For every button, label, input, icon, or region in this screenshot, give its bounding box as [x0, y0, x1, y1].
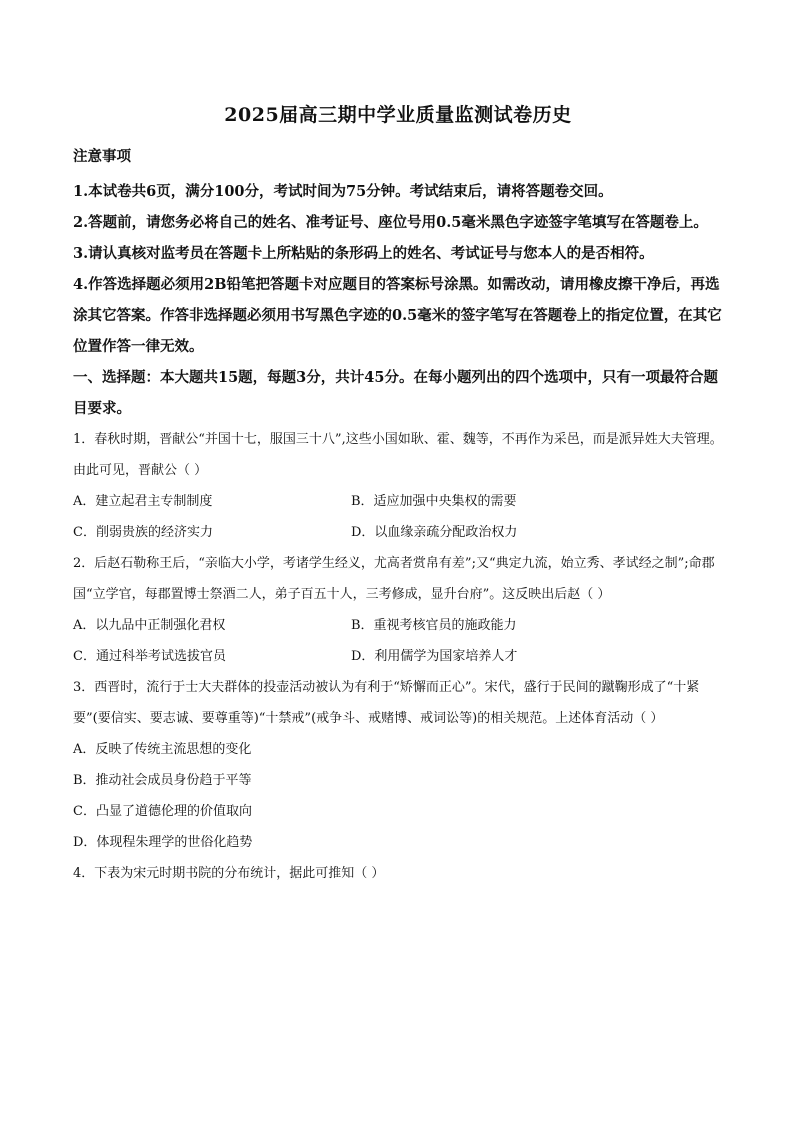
notice-item-1: 1.本试卷共6页，满分100分，考试时间为75分钟。考试结束后，请将答题卷交回。 — [73, 183, 613, 200]
notice-heading: 注意事项 — [73, 148, 131, 165]
question-2-option-a: A．以九品中正制强化君权 — [73, 618, 226, 633]
notice-item-2: 2.答题前，请您务必将自己的姓名、准考证号、座位号用0.5毫米黑色字迹签字笔填写在答题卷上。 — [73, 214, 708, 231]
question-3-option-a: A．反映了传统主流思想的变化 — [73, 742, 252, 757]
question-2-option-b: B．重视考核官员的施政能力 — [351, 618, 517, 633]
question-2-stem: 2．后赵石勒称王后，“亲临大小学，考诸学生经义，尤高者赏帛有差”;又“典定九流，始立秀、孝试经之制”;命郡国“立学官，每郡置博士祭酒二人，弟子百五十人，三考修成，显升台府”。这反映出后赵（ ） — [73, 556, 715, 602]
question-1-option-d: D．以血缘亲疏分配政治权力 — [351, 525, 518, 540]
exam-title: 2025届高三期中学业质量监测试卷历史 — [224, 104, 572, 126]
question-3-options — [73, 734, 723, 858]
notice-item-3: 3.请认真核对监考员在答题卡上所粘贴的条形码上的姓名、考试证号与您本人的是否相符。 — [73, 245, 654, 262]
notice-item-4: 4.作答选择题必须用2B铅笔把答题卡对应题目的答案标号涂黑。如需改动，请用橡皮擦干净后，再选涂其它答案。作答非选择题必须用书写黑色字迹的0.5毫米的签字笔写在答题卷上的指定位置，在其它位置作答一律无效。 — [73, 276, 722, 355]
question-3-option-c: C．凸显了道德伦理的价值取向 — [73, 804, 252, 819]
question-1-option-c: C．削弱贵族的经济实力 — [73, 525, 213, 540]
question-2-option-c: C．通过科举考试选拔官员 — [73, 649, 226, 664]
question-3-option-d: D．体现程朱理学的世俗化趋势 — [73, 835, 253, 850]
question-1-stem: 1．春秋时期，晋献公“并国十七，服国三十八”,这些小国如耿、霍、魏等，不再作为采邑，而是派异姓大夫管理。由此可见，晋献公（ ） — [73, 432, 723, 478]
question-1-options — [73, 486, 723, 548]
question-3-stem: 3．西晋时，流行于士大夫群体的投壶活动被认为有利于“矫懈而正心”。宋代，盛行于民间的蹴鞠形成了“十紧要”(要信实、要志诚、要尊重等)“十禁戒”(戒争斗、戒赌博、戒词讼等)的相关规范。上述体育活动（ ） — [73, 680, 700, 726]
exam-page — [73, 100, 723, 889]
question-1-option-b: B．适应加强中央集权的需要 — [351, 494, 517, 509]
question-4-stem: 4．下表为宋元时期书院的分布统计，据此可推知（ ） — [73, 866, 385, 881]
question-2-options — [73, 610, 723, 672]
question-3-option-b: B．推动社会成员身份趋于平等 — [73, 773, 252, 788]
question-1-option-a: A．建立起君主专制制度 — [73, 494, 213, 509]
section-heading-choice: 一、选择题：本大题共15题，每题3分，共计45分。在每小题列出的四个选项中，只有一项最符合题目要求。 — [73, 369, 718, 417]
question-2-option-d: D．利用儒学为国家培养人才 — [351, 649, 518, 664]
